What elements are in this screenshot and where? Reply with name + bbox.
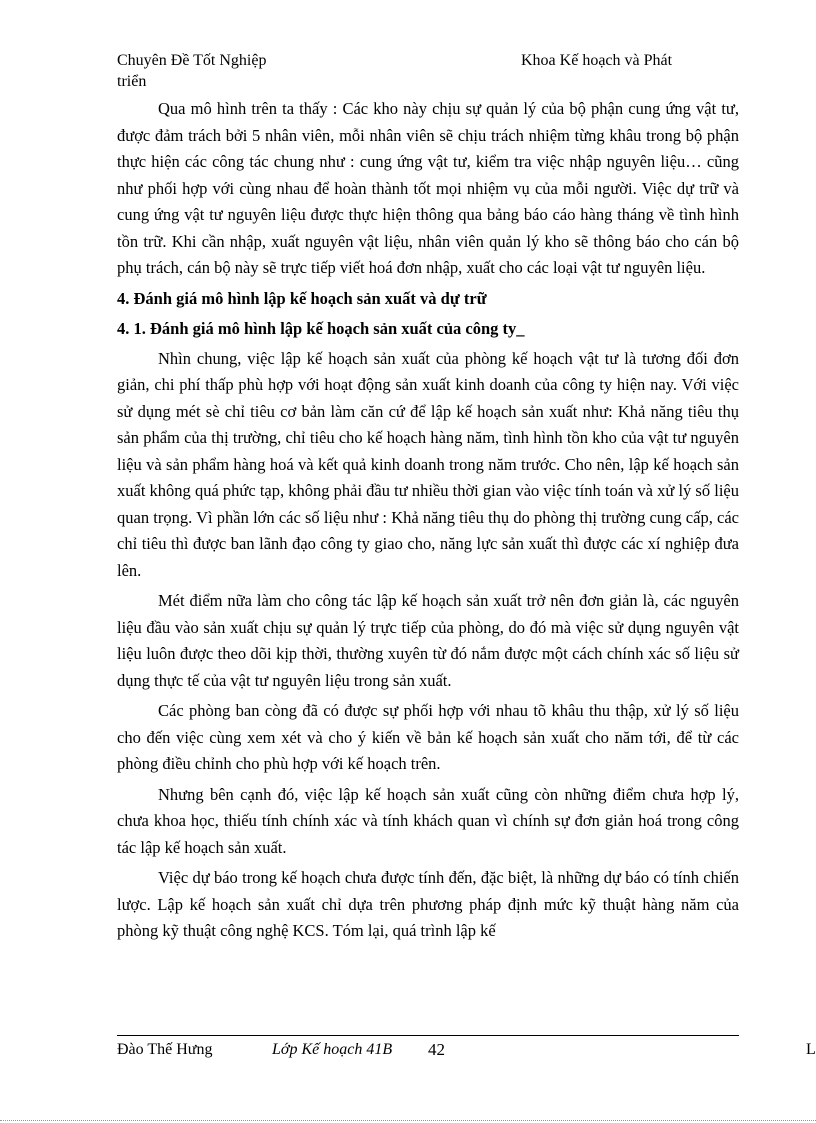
- paragraph-forecasting: Việc dự báo trong kế hoạch chưa được tính đến, đặc biệt, là những dự báo có tính chiến lược. Lập kế hoạch sản xuất chỉ dựa trên phương pháp định mức kỹ thuật hàng năm của phòng kỹ thuật công nghệ KCS. Tóm lại, quá trình lập kế: [117, 868, 739, 940]
- footer-cut-letter: L: [806, 1041, 816, 1058]
- paragraph-general-assessment: Nhìn chung, việc lập kế hoạch sản xuất của phòng kế hoạch vật tư là tương đối đơn giản, chi phí thấp phù hợp với hoạt động sản xuất kinh doanh của công ty hiện nay. Với việc sử dụng mét sè chỉ tiêu cơ bản làm căn cứ để lập kế hoạch sản xuất như: Khả năng tiêu thụ sản phẩm của thị trường, chỉ tiêu cho kế hoạch hàng năm, tình hình tồn kho của vật tư nguyên liệu và sản phẩm hàng hoá và kết quả kinh doanh trong năm trước. Cho nên, lập kế hoạch sản xuất không quá phức tạp, không phải đầu tư nhiều thời gian vào việc tính toán và xử lý số liệu quan trọng. Vì phần lớn các số liệu như : Khả năng tiêu thụ do phòng thị trường cung cấp, các chỉ tiêu thì được ban lãnh đạo công ty giao cho, năng lực sản xuất thì được các xí nghiệp đưa lên.: [117, 348, 739, 580]
- footer-author: Đào Thế Hưng: [117, 1041, 213, 1058]
- paragraph-department-coordination: Các phòng ban còng đã có được sự phối hợp với nhau tõ khâu thu thập, xử lý số liệu cho đến việc cùng xem xét và cho ý kiến về bản kế hoạch sản xuất cho năm tới, để từ các phòng điều chỉnh cho phù hợp với kế hoạch trên.: [117, 701, 739, 773]
- paragraph-warehouse-management: Qua mô hình trên ta thấy : Các kho này chịu sự quản lý của bộ phận cung ứng vật tư, được đảm trách bởi 5 nhân viên, mỗi nhân viên sẽ chịu trách nhiệm từng khâu trong bộ phận thực hiện các công tác chung như : cung ứng vật tư, kiểm tra việc nhập nguyên liệu… cũng như phối hợp với cùng nhau để hoàn thành tốt mọi nhiệm vụ của mỗi người. Việc dự trữ và cung ứng vật tư nguyên liệu được thực hiện thông qua bảng báo cáo hàng tháng về tình hình tồn trữ. Khi cần nhập, xuất nguyên vật liệu, nhân viên quản lý kho sẽ thông báo cho cán bộ phụ trách, cán bộ này sẽ trực tiếp viết hoá đơn nhập, xuất cho các loại vật tư nguyên liệu.: [117, 99, 739, 277]
- paragraph-input-materials: Mét điểm nữa làm cho công tác lập kế hoạch sản xuất trở nên đơn giản là, các nguyên liệu đầu vào sản xuất chịu sự quản lý trực tiếp của phòng, do đó mà việc sử dụng nguyên vật liệu luôn được theo dõi kịp thời, thường xuyên từ đó nắm được một cách chính xác số liệu sử dụng thực tế của vật tư nguyên liệu trong sản xuất.: [117, 591, 739, 690]
- section-heading-4: 4. Đánh giá mô hình lập kế hoạch sản xuất và dự trữ: [117, 288, 487, 308]
- header-right-title: Khoa Kế hoạch và Phát: [521, 52, 673, 69]
- footer-class: Lớp Kế hoạch 41B: [272, 1041, 393, 1058]
- header-left-title: Chuyên Đề Tốt Nghiệp: [117, 52, 267, 69]
- page-break-line: [0, 1120, 816, 1121]
- header-right-title-wrap: triển: [117, 73, 147, 90]
- footer-divider: [117, 1035, 739, 1036]
- page-number: 42: [428, 1040, 445, 1059]
- section-heading-4-1: 4. 1. Đánh giá mô hình lập kế hoạch sản xuất của công ty_: [117, 318, 525, 338]
- paragraph-limitations: Nhưng bên cạnh đó, việc lập kế hoạch sản xuất cũng còn những điểm chưa hợp lý, chưa khoa học, thiếu tính chính xác và tính khách quan vì chính sự đơn giản hoá trong công tác lập kế hoạch sản xuất.: [117, 784, 739, 857]
- document-body: [117, 96, 739, 949]
